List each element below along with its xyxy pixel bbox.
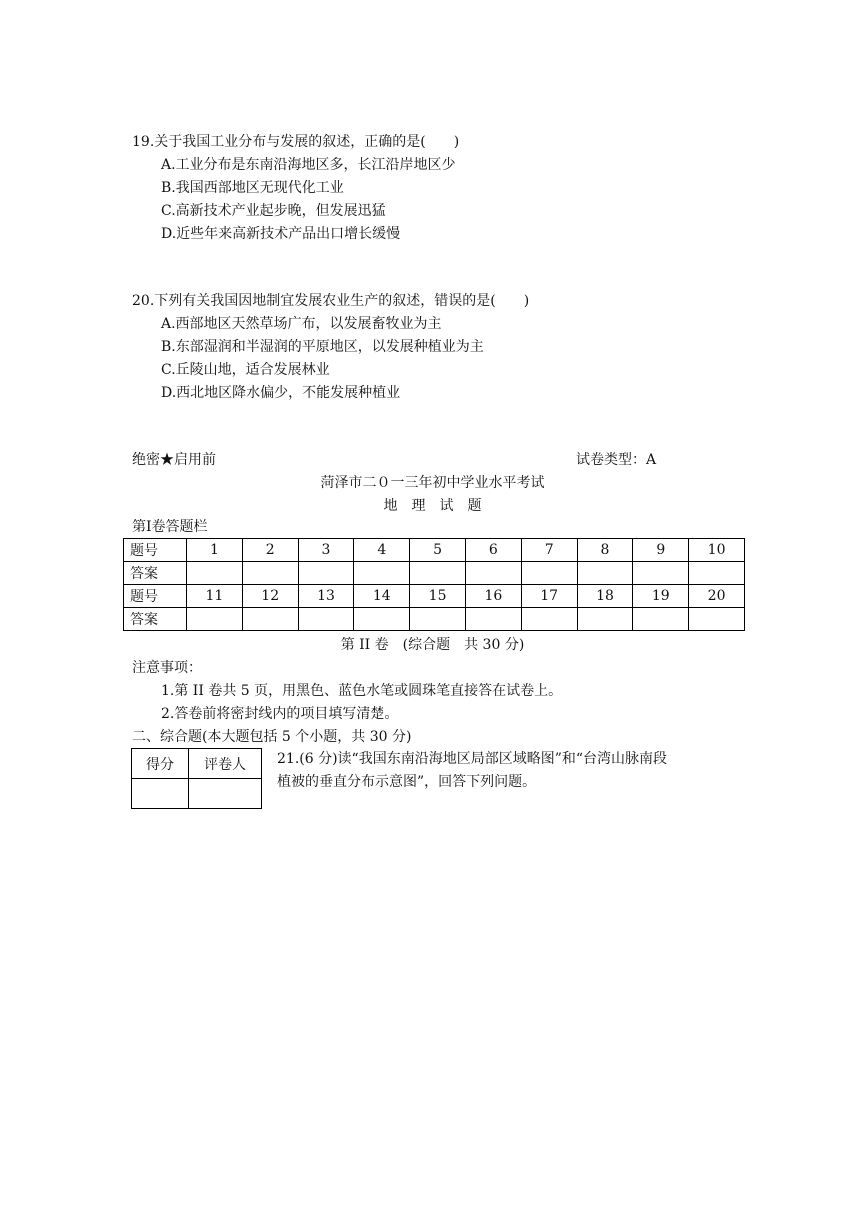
exam-title: 菏泽市二０一三年初中学业水平考试 [320, 475, 545, 491]
subject-title: 地 理 试 题 [383, 498, 482, 514]
question-number-cell: 8 [577, 539, 633, 562]
score-cell[interactable] [132, 779, 189, 809]
answer-cell[interactable] [298, 562, 354, 585]
question-number-cell: 20 [689, 585, 745, 608]
answer-cell[interactable] [521, 608, 577, 631]
question-21-line-2: 植被的垂直分布示意图”，回答下列问题。 [277, 774, 537, 790]
question-number-cell: 18 [577, 585, 633, 608]
table-row [124, 562, 745, 585]
question-number-cell: 10 [689, 539, 745, 562]
question-number-cell: 11 [187, 585, 243, 608]
paper-type-label: 试卷类型：A [576, 452, 657, 468]
question-19-option-b: B.我国西部地区无现代化工业 [161, 180, 344, 196]
answer-cell[interactable] [577, 608, 633, 631]
question-number-cell: 3 [298, 539, 354, 562]
question-number-cell: 6 [465, 539, 521, 562]
section-title: 二、综合题(本大题包括 5 个小题，共 30 分) [132, 729, 412, 745]
table-row [124, 608, 745, 631]
answer-table-caption: 第Ⅰ卷答题栏 [132, 519, 208, 535]
answer-cell[interactable] [689, 562, 745, 585]
answer-cell[interactable] [410, 562, 466, 585]
question-number-cell: 4 [354, 539, 410, 562]
question-number-cell: 1 [187, 539, 243, 562]
row-label-answer: 答案 [124, 562, 187, 585]
question-number-cell: 2 [242, 539, 298, 562]
answer-cell[interactable] [465, 562, 521, 585]
score-box [131, 748, 262, 809]
question-number-cell: 12 [242, 585, 298, 608]
notice-title: 注意事项： [132, 660, 202, 676]
question-19-option-a: A.工业分布是东南沿海地区多，长江沿岸地区少 [161, 157, 456, 173]
answer-cell[interactable] [187, 562, 243, 585]
answer-cell[interactable] [577, 562, 633, 585]
answer-cell[interactable] [354, 562, 410, 585]
question-21-line-1: 21.(6 分)读“我国东南沿海地区局部区域略图”和“台湾山脉南段 [277, 751, 668, 767]
question-19-option-c: C.高新技术产业起步晚，但发展迅猛 [161, 203, 386, 219]
question-number-cell: 15 [410, 585, 466, 608]
table-row [132, 779, 262, 809]
answer-cell[interactable] [633, 608, 689, 631]
score-label: 得分 [132, 749, 189, 779]
answer-table [123, 538, 745, 631]
answer-cell[interactable] [354, 608, 410, 631]
answer-cell[interactable] [633, 562, 689, 585]
answer-cell[interactable] [521, 562, 577, 585]
question-20-option-a: A.西部地区天然草场广布，以发展畜牧业为主 [161, 316, 442, 332]
question-number-cell: 5 [410, 539, 466, 562]
part2-title: 第 II 卷 (综合题 共 30 分) [340, 637, 525, 653]
answer-cell[interactable] [689, 608, 745, 631]
question-19-option-d: D.近些年来高新技术产品出口增长缓慢 [161, 226, 401, 242]
answer-cell[interactable] [242, 608, 298, 631]
question-number-cell: 14 [354, 585, 410, 608]
answer-cell[interactable] [410, 608, 466, 631]
question-20-option-d: D.西北地区降水偏少，不能发展种植业 [161, 385, 401, 401]
grader-cell[interactable] [189, 779, 262, 809]
answer-cell[interactable] [298, 608, 354, 631]
table-row [124, 585, 745, 608]
answer-cell[interactable] [187, 608, 243, 631]
answer-cell[interactable] [465, 608, 521, 631]
question-number-cell: 9 [633, 539, 689, 562]
table-row [124, 539, 745, 562]
row-label-number: 题号 [124, 585, 187, 608]
row-label-answer: 答案 [124, 608, 187, 631]
question-19-stem: 19.关于我国工业分布与发展的叙述，正确的是( ) [132, 134, 460, 150]
question-20-option-c: C.丘陵山地，适合发展林业 [161, 362, 330, 378]
secret-label: 绝密★启用前 [132, 452, 216, 468]
notice-item-1: 1.第 II 卷共 5 页，用黑色、蓝色水笔或圆珠笔直接答在试卷上。 [161, 683, 563, 699]
answer-cell[interactable] [242, 562, 298, 585]
question-number-cell: 19 [633, 585, 689, 608]
grader-label: 评卷人 [189, 749, 262, 779]
notice-item-2: 2.答卷前将密封线内的项目填写清楚。 [161, 706, 399, 722]
question-number-cell: 13 [298, 585, 354, 608]
question-number-cell: 16 [465, 585, 521, 608]
question-20-option-b: B.东部湿润和半湿润的平原地区，以发展种植业为主 [161, 339, 484, 355]
row-label-number: 题号 [124, 539, 187, 562]
question-number-cell: 17 [521, 585, 577, 608]
question-20-stem: 20.下列有关我国因地制宜发展农业生产的叙述，错误的是( ) [132, 293, 530, 309]
table-row [132, 749, 262, 779]
question-number-cell: 7 [521, 539, 577, 562]
